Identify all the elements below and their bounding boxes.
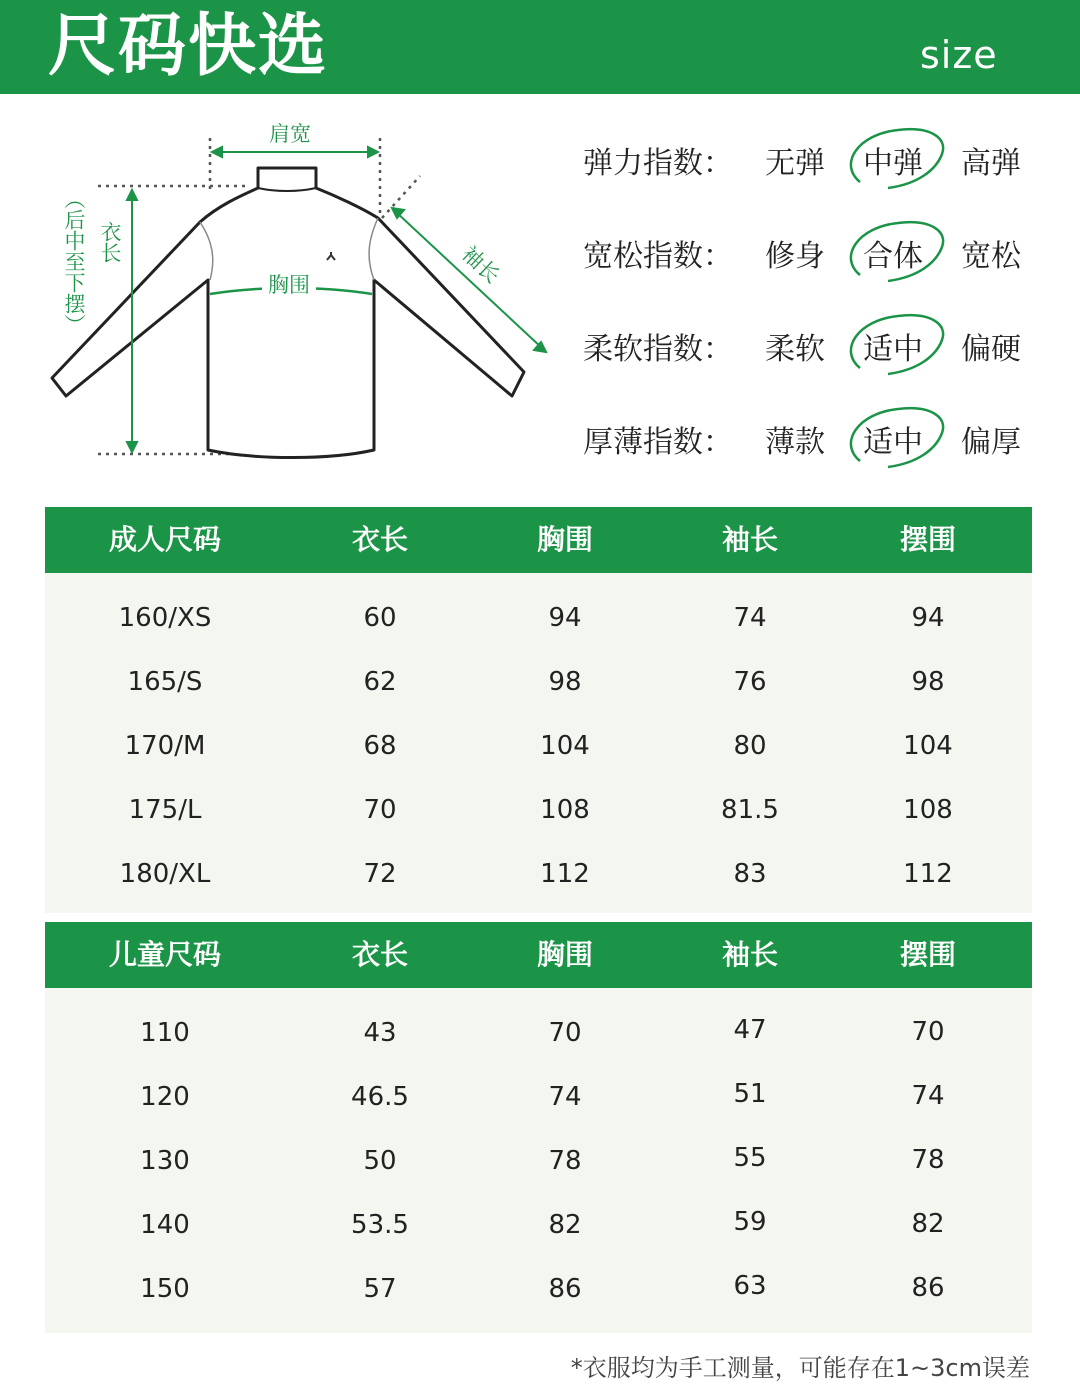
table-cell: 82: [911, 1209, 945, 1239]
table-cell: 94: [548, 603, 582, 633]
column-header: 胸围: [536, 938, 593, 971]
table-cell: 160/XS: [118, 603, 212, 633]
index-option: 薄款: [765, 425, 825, 460]
table-header: [45, 507, 1032, 573]
column-header: 胸围: [536, 523, 593, 556]
index-option: 修身: [765, 239, 825, 274]
softness-index-row: [583, 310, 1053, 370]
table-cell: 165/S: [127, 667, 203, 697]
table-cell: 130: [140, 1146, 190, 1176]
table-cell: 63: [733, 1271, 767, 1301]
kids-size-table: [45, 922, 1032, 1333]
table-cell: 98: [548, 667, 582, 697]
column-header: 摆围: [899, 523, 956, 556]
fit-index-row: [583, 217, 1053, 277]
table-cell: 94: [911, 603, 945, 633]
garment-diagram: [40, 110, 560, 480]
column-header: 儿童尺码: [108, 938, 221, 971]
index-option: 无弹: [765, 146, 825, 181]
table-cell: 78: [548, 1146, 582, 1176]
table-cell: 80: [733, 731, 767, 761]
table-cell: 108: [540, 795, 590, 825]
table-header: [45, 922, 1032, 988]
size-label: size: [920, 33, 998, 77]
index-option: 柔软: [765, 332, 825, 367]
column-header: 衣长: [351, 523, 408, 556]
selected-ring-icon: [838, 217, 958, 297]
chest-label: 胸围: [268, 273, 310, 297]
table-cell: 47: [733, 1015, 767, 1045]
table-cell: 57: [363, 1274, 397, 1304]
column-header: 成人尺码: [108, 523, 221, 556]
shoulder-label: 肩宽: [269, 122, 311, 146]
table-cell: 74: [733, 603, 767, 633]
index-label: 柔软指数：: [583, 332, 733, 367]
measurement-footnote: *衣服均为手工测量，可能存在1~3cm误差: [570, 1354, 1030, 1382]
sleeve-label: 袖长: [457, 241, 505, 288]
table-cell: 170/M: [124, 731, 206, 761]
table-cell: 120: [140, 1082, 190, 1112]
table-cell: 140: [140, 1210, 190, 1240]
fabric-indices: [583, 120, 1053, 480]
table-cell: 175/L: [128, 795, 202, 825]
table-cell: 50: [363, 1146, 397, 1176]
table-cell: 86: [911, 1273, 945, 1303]
table-cell: 59: [733, 1207, 767, 1237]
thickness-index-row: [583, 403, 1053, 463]
index-option-selected: 适中: [863, 332, 923, 367]
index-option: 偏厚: [961, 425, 1021, 460]
header-banner: [0, 0, 1080, 94]
table-cell: 76: [733, 667, 767, 697]
column-header: 袖长: [721, 938, 778, 971]
table-cell: 43: [363, 1018, 397, 1048]
table-cell: 86: [548, 1274, 582, 1304]
index-label: 厚薄指数：: [583, 425, 733, 460]
table-cell: 82: [548, 1210, 582, 1240]
index-option-selected: 合体: [863, 239, 923, 274]
table-cell: 51: [733, 1079, 767, 1109]
table-cell: 112: [540, 859, 590, 889]
table-cell: 62: [363, 667, 397, 697]
table-cell: 108: [903, 795, 953, 825]
table-body: [45, 573, 1032, 913]
table-cell: 112: [903, 859, 953, 889]
column-header: 袖长: [721, 523, 778, 556]
page-title: 尺码快选: [48, 7, 329, 86]
body-length-note: （后中至下摆）: [62, 188, 86, 335]
table-cell: 70: [911, 1017, 945, 1047]
column-header: 摆围: [899, 938, 956, 971]
index-option: 高弹: [961, 146, 1021, 181]
table-cell: 55: [733, 1143, 767, 1173]
table-cell: 70: [548, 1018, 582, 1048]
table-cell: 70: [363, 795, 397, 825]
table-cell: 104: [540, 731, 590, 761]
selected-ring-icon: [838, 310, 958, 390]
table-cell: 46.5: [351, 1082, 409, 1112]
table-cell: 150: [140, 1274, 190, 1304]
table-cell: 74: [911, 1081, 945, 1111]
table-cell: 53.5: [351, 1210, 409, 1240]
table-cell: 180/XL: [119, 859, 211, 889]
selected-ring-icon: [838, 124, 958, 204]
index-label: 弹力指数：: [583, 146, 733, 181]
index-option-selected: 适中: [863, 425, 923, 460]
table-cell: 60: [363, 603, 397, 633]
index-option-selected: 中弹: [863, 146, 923, 181]
table-cell: 98: [911, 667, 945, 697]
table-cell: 81.5: [721, 795, 779, 825]
table-body: [45, 988, 1032, 1333]
table-cell: 78: [911, 1145, 945, 1175]
selected-ring-icon: [838, 403, 958, 483]
adult-size-table: [45, 507, 1032, 913]
index-option: 偏硬: [961, 332, 1021, 367]
column-header: 衣长: [351, 938, 408, 971]
table-cell: 104: [903, 731, 953, 761]
table-cell: 83: [733, 859, 767, 889]
stretch-index-row: [583, 124, 1053, 184]
body-length-label: 衣长: [98, 221, 122, 263]
index-option: 宽松: [961, 239, 1021, 274]
index-label: 宽松指数：: [583, 239, 733, 274]
table-cell: 68: [363, 731, 397, 761]
table-cell: 110: [140, 1018, 190, 1048]
table-cell: 72: [363, 859, 397, 889]
table-cell: 74: [548, 1082, 582, 1112]
